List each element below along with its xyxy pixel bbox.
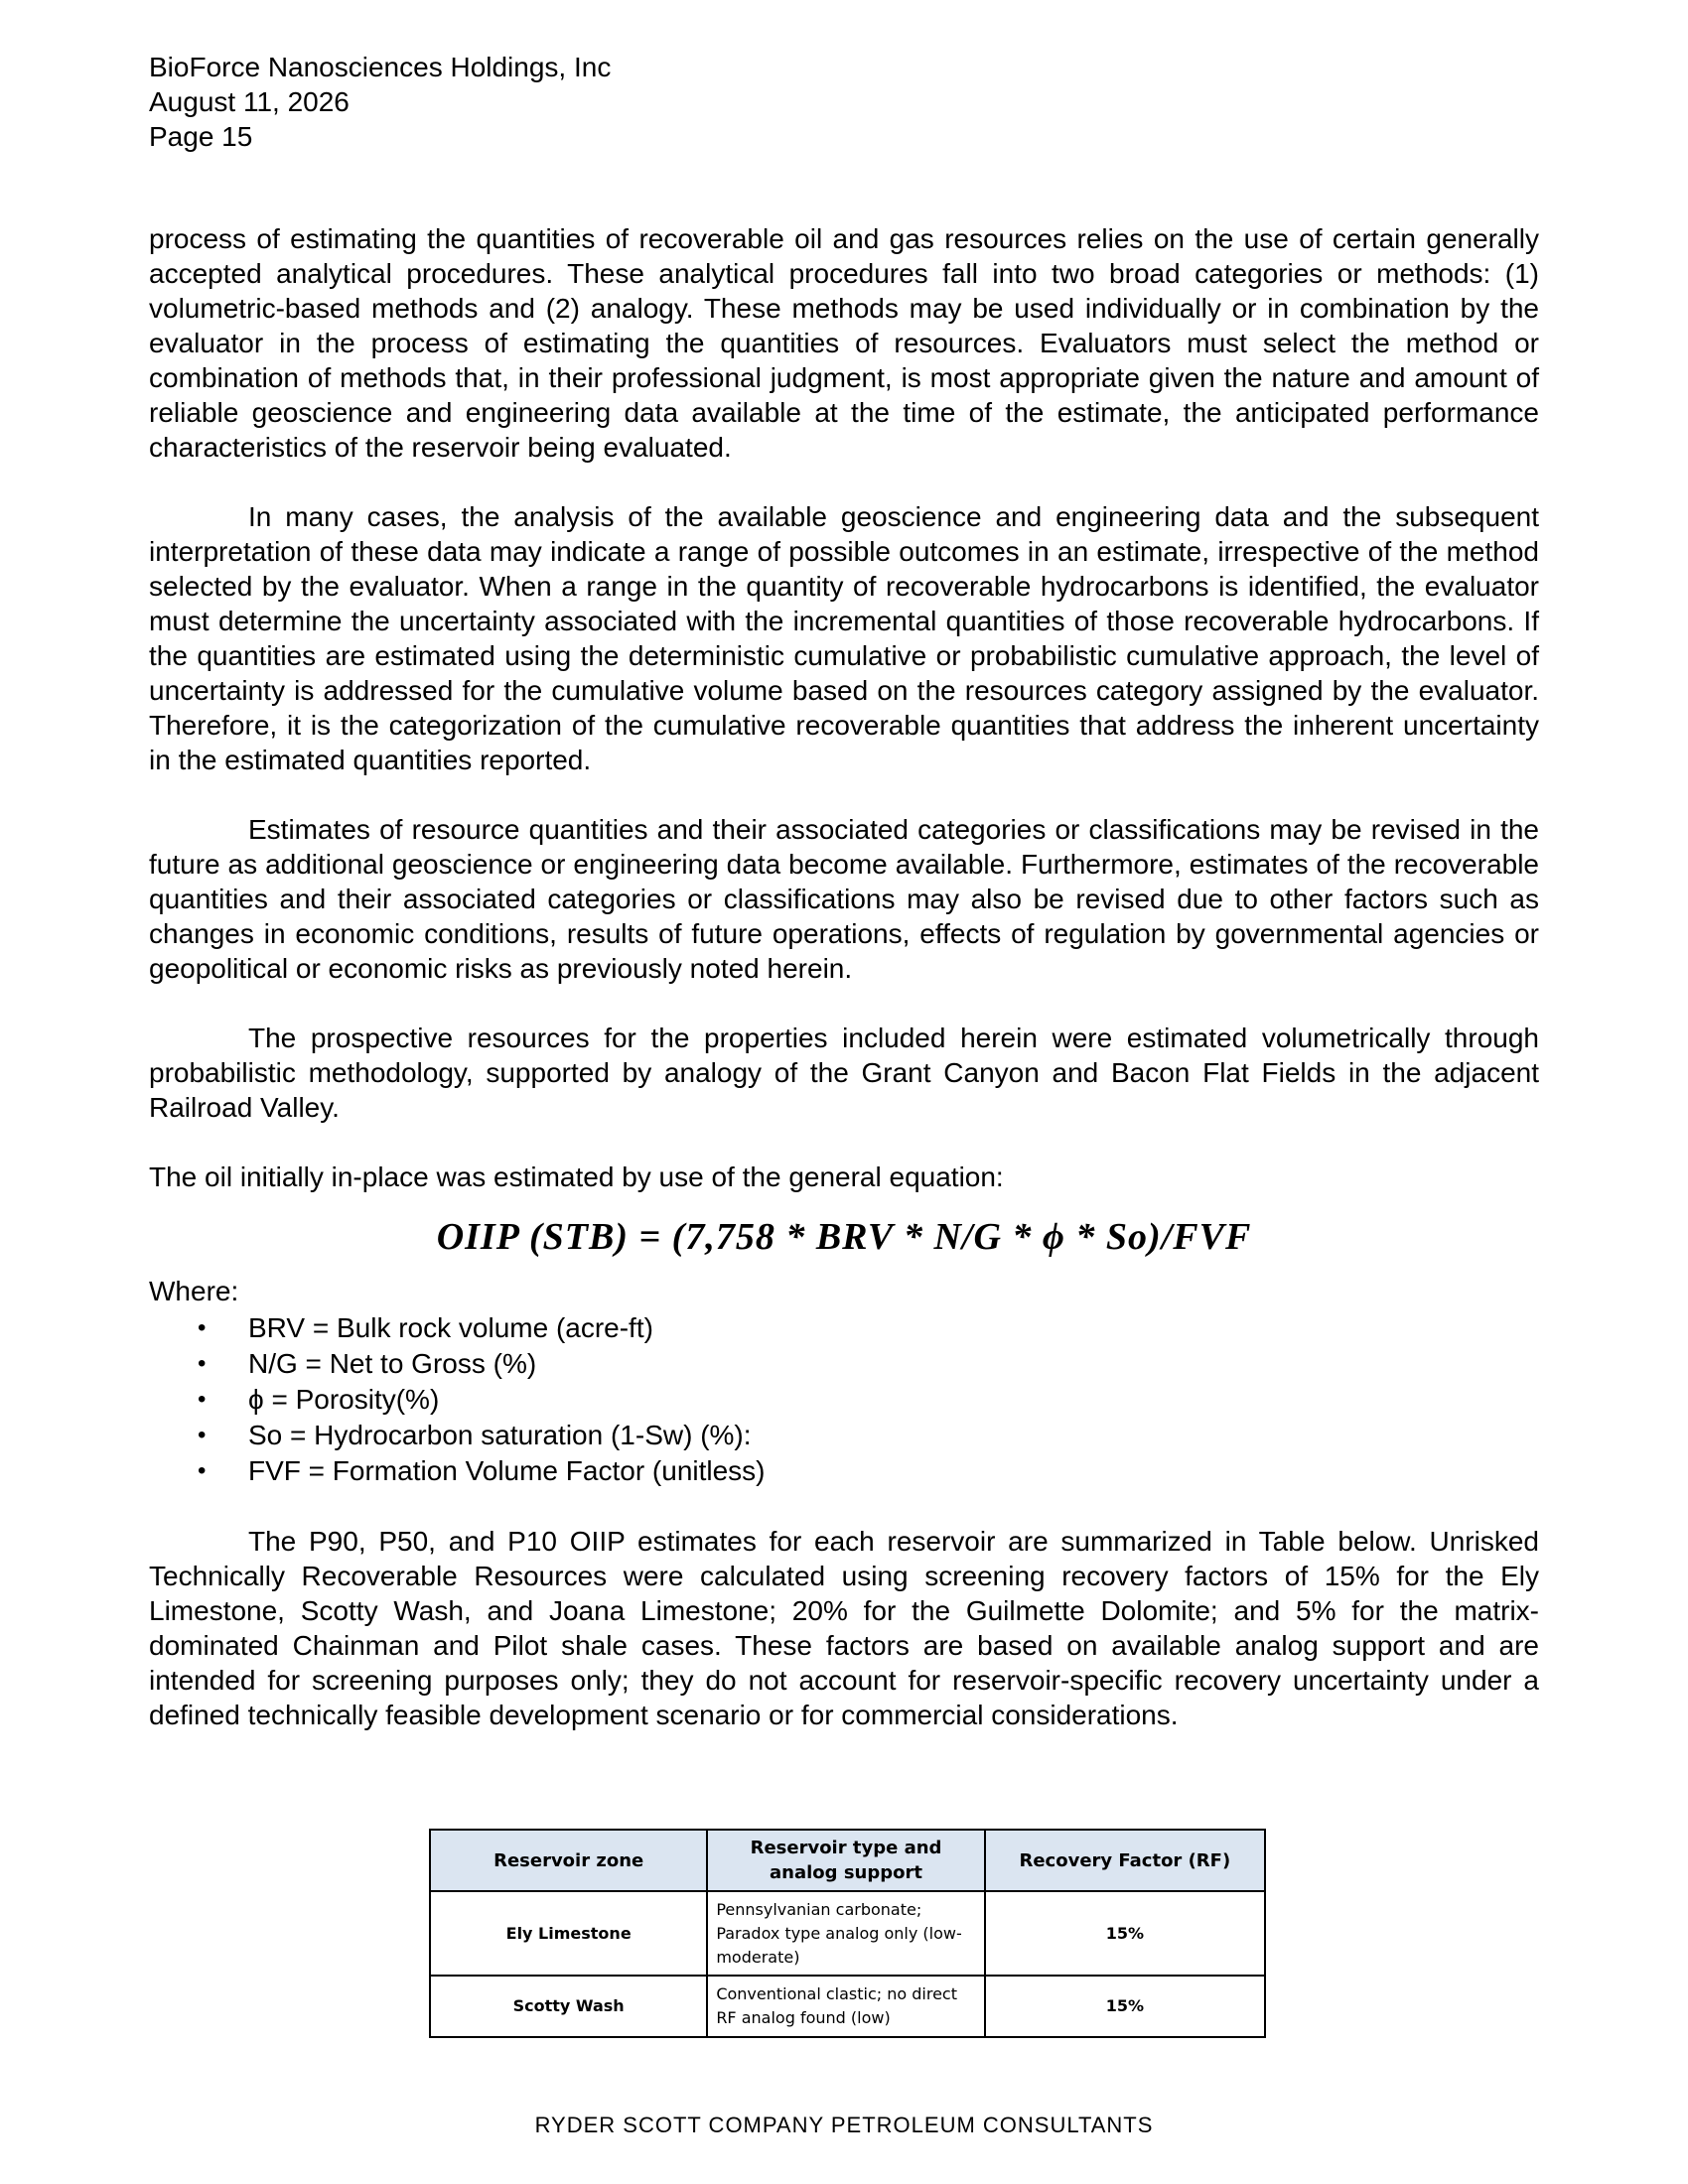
paragraph-summary: The P90, P50, and P10 OIIP estimates for each reservoir are summarized in Table below. Unrisked Technically Recoverable Resources were calculated using screening recovery factors of 15% for the Ely Limestone, Scotty Wash, and Joana Limestone; 20% for the Guilmette Dolomite; and 5% for the matrix-dominated Chainman and Pilot shale cases. These factors are based on available analog support and are intended for screening purposes only; they do not account for reservoir-specific recovery uncertainty under a defined technically feasible development scenario or for commercial considerations. bbox=[149, 1526, 1539, 1730]
header-recovery-factor: Recovery Factor (RF) bbox=[985, 1830, 1265, 1891]
document-body bbox=[149, 221, 1539, 1732]
header-reservoir-zone: Reservoir zone bbox=[430, 1830, 707, 1891]
table-row bbox=[430, 1976, 1265, 2037]
definition-item: • ϕ = Porosity(%) bbox=[248, 1382, 1539, 1418]
company-name: BioForce Nanosciences Holdings, Inc bbox=[149, 52, 612, 82]
definition-item: • N/G = Net to Gross (%) bbox=[248, 1346, 1539, 1382]
recovery-factor-table bbox=[429, 1829, 1266, 2038]
paragraph-prospective: The prospective resources for the properties included herein were estimated volumetrically through probabilistic methodology, supported by analogy of the Grant Canyon and Bacon Flat Fields in the adjacent Railroad Valley. bbox=[149, 1023, 1539, 1123]
cell-zone: Scotty Wash bbox=[430, 1976, 707, 2037]
page-header bbox=[149, 50, 611, 154]
table-header-row bbox=[430, 1830, 1265, 1891]
cell-rf: 15% bbox=[985, 1891, 1265, 1976]
document-date: August 11, 2026 bbox=[149, 86, 350, 117]
definition-item: • So = Hydrocarbon saturation (1-Sw) (%): bbox=[248, 1418, 1539, 1453]
equation-intro: The oil initially in-place was estimated by use of the general equation: bbox=[149, 1161, 1004, 1192]
paragraph-revisions: Estimates of resource quantities and their associated categories or classifications may be revised in the future as additional geoscience or engineering data become available. Furthermore, estimates of the recoverable quantities and their associated categories or classifications may also be revised due to other factors such as changes in economic conditions, results of future operations, effects of regulation by governmental agencies or geopolitical or economic risks as previously noted herein. bbox=[149, 814, 1539, 984]
where-label: Where: bbox=[149, 1276, 239, 1306]
header-reservoir-type: Reservoir type and analog support bbox=[707, 1830, 984, 1891]
page-number: Page 15 bbox=[149, 121, 253, 152]
cell-type: Pennsylvanian carbonate; Paradox type analog only (low-moderate) bbox=[707, 1891, 984, 1976]
oiip-equation: OIIP (STB) = (7,758 * BRV * N/G * ϕ * So)/FVF bbox=[436, 1216, 1252, 1258]
table-row bbox=[430, 1891, 1265, 1976]
definition-list bbox=[149, 1310, 1539, 1489]
paragraph-methods: process of estimating the quantities of recoverable oil and gas resources relies on the use of certain generally accepted analytical procedures. These analytical procedures fall into two broad categories or methods: (1) volumetric-based methods and (2) analogy. These methods may be used individually or in combination by the evaluator in the process of estimating the quantities of resources. Evaluators must select the method or combination of methods that, in their professional judgment, is most appropriate given the nature and amount of reliable geoscience and engineering data available at the time of the estimate, the anticipated performance characteristics of the reservoir being evaluated. bbox=[149, 223, 1539, 463]
page-footer: RYDER SCOTT COMPANY PETROLEUM CONSULTANTS bbox=[534, 2113, 1154, 2137]
cell-type: Conventional clastic; no direct RF analog found (low) bbox=[707, 1976, 984, 2037]
paragraph-uncertainty: In many cases, the analysis of the available geoscience and engineering data and the subsequent interpretation of these data may indicate a range of possible outcomes in an estimate, irrespective of the method selected by the evaluator. When a range in the quantity of recoverable hydrocarbons is identified, the evaluator must determine the uncertainty associated with the incremental quantities of those recoverable hydrocarbons. If the quantities are estimated using the deterministic cumulative or probabilistic cumulative approach, the level of uncertainty is addressed for the cumulative volume based on the resources category assigned by the evaluator. Therefore, it is the categorization of the cumulative recoverable quantities that address the inherent uncertainty in the estimated quantities reported. bbox=[149, 501, 1539, 775]
cell-rf: 15% bbox=[985, 1976, 1265, 2037]
cell-zone: Ely Limestone bbox=[430, 1891, 707, 1976]
definition-item: • FVF = Formation Volume Factor (unitless) bbox=[248, 1453, 1539, 1489]
definition-item: • BRV = Bulk rock volume (acre-ft) bbox=[248, 1310, 1539, 1346]
